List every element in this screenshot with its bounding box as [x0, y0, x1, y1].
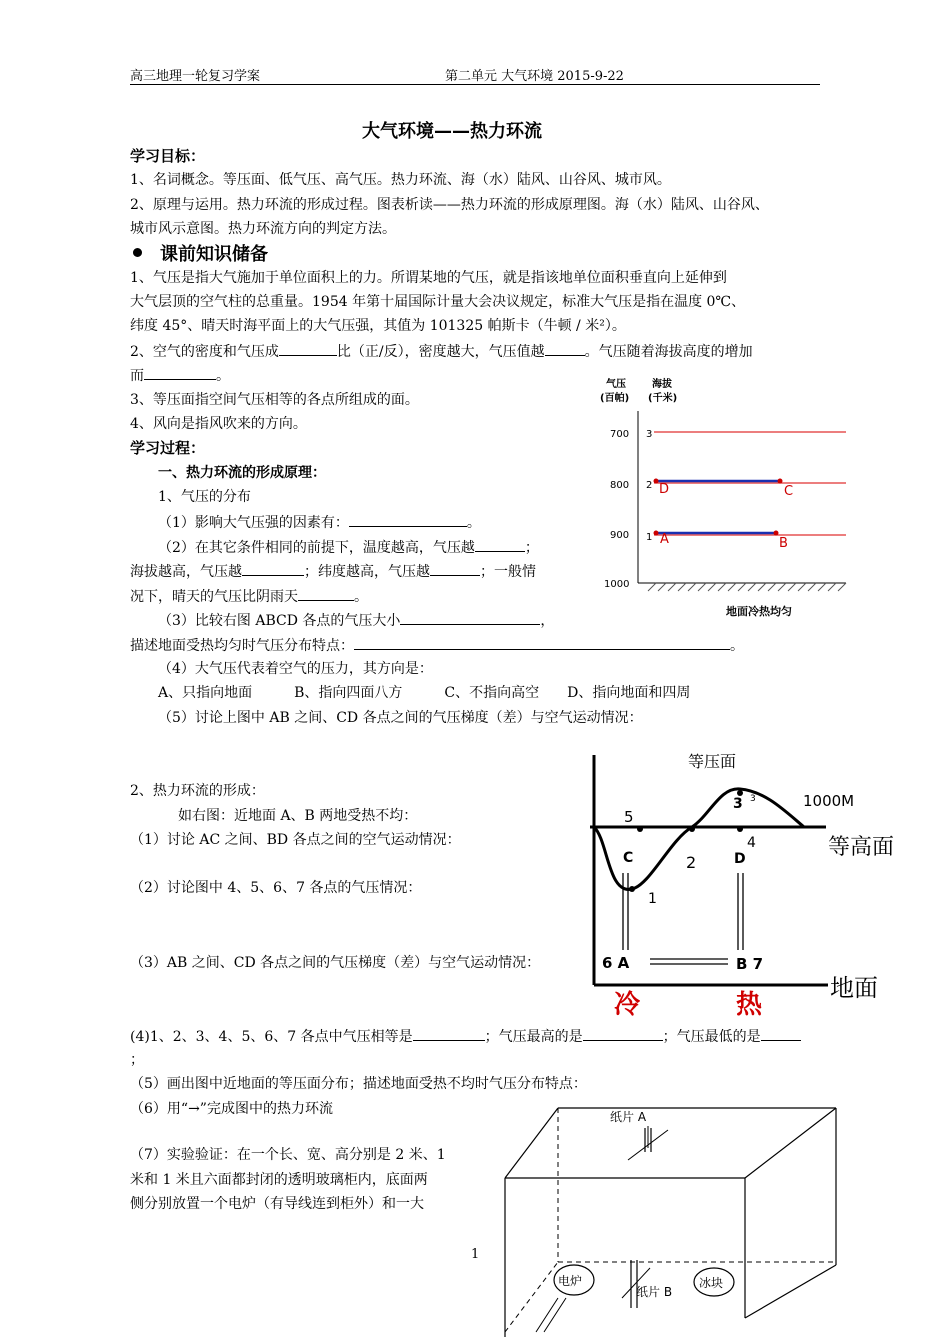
- fig2-label-d: D: [734, 851, 746, 867]
- fig2-point-5: [637, 826, 643, 832]
- prior-p1a: 1、气压是指大气施加于单位面积上的力。所谓某地的气压，就是指该地单位面积垂直向上延伸到: [130, 270, 727, 286]
- fig1-ground-hatch: [648, 583, 846, 591]
- r5: （5）画出图中近地面的等压面分布；描述地面受热不均时气压分布特点：: [130, 1076, 587, 1092]
- glass-cabinet-figure: [500, 1100, 845, 1337]
- fig1-col1b: (百帕): [600, 393, 630, 404]
- q3b: 描述地面受热均匀时气压分布特点： 。: [130, 635, 744, 656]
- blank-q2-weather[interactable]: [298, 586, 354, 601]
- page-title: 大气环境——热力环流: [362, 121, 542, 142]
- prior-p2a: 2、空气的密度和气压成 比（正/反），密度越大，气压值越 。气压随着海拔高度的增加: [130, 341, 753, 362]
- q4-options: A、只指向地面 B、指向四面八方 C、不指向高空 D、指向地面和四周: [158, 685, 691, 701]
- blank-r4-equal[interactable]: [413, 1026, 485, 1041]
- fig2-label-3: 3: [733, 796, 743, 812]
- header-rule: [130, 84, 820, 85]
- r7b: 米和 1 米且六面都封闭的透明玻璃柜内，底面两: [130, 1172, 428, 1188]
- fig1-p1000: 1000: [604, 579, 630, 590]
- prior-p2b: 而 。: [130, 365, 230, 386]
- fig2-hot-label: 热: [736, 990, 763, 1020]
- r1: （1）讨论 AC 之间、BD 各点之间的空气运动情况：: [130, 832, 461, 848]
- fig1-col2a: 海拔: [652, 379, 672, 390]
- r6: （6）用“→”完成图中的热力环流: [130, 1101, 333, 1117]
- thermal-circulation-figure: [570, 745, 915, 1025]
- stove-label: 电炉: [558, 1274, 583, 1288]
- fig2-label-b7: B 7: [736, 955, 764, 973]
- objective-2b: 城市风示意图。热力环流方向的判定方法。: [130, 221, 396, 237]
- fig1-p900: 900: [610, 530, 630, 541]
- q2c: 况下，晴天的气压比阴雨天 。: [130, 586, 368, 607]
- prior-p1b: 大气层顶的空气柱的总重量。1954 年第十届国际计量大会决议规定，标准大气压是指在温度 0℃、: [130, 294, 746, 310]
- r4-end: ；: [130, 1052, 144, 1068]
- fig1-label-a: A: [660, 532, 669, 547]
- paper-b-label: 纸片 B: [636, 1285, 673, 1299]
- fig1-p700: 700: [610, 429, 630, 440]
- process-s2-intro: 如右图：近地面 A、B 两地受热不均：: [178, 808, 418, 824]
- blank-density[interactable]: [279, 341, 337, 356]
- objective-2a: 2、原理与运用。热力环流的形成过程。图表析读——热力环流的形成原理图。海（水）陆风、山谷风、: [130, 197, 769, 213]
- blank-q2-temp[interactable]: [475, 537, 525, 552]
- r3: （3）AB 之间、CD 各点之间的气压梯度（差）与空气运动情况：: [130, 955, 541, 971]
- fig2-label-6a: 6 A: [602, 954, 630, 972]
- blank-altitude[interactable]: [144, 365, 216, 380]
- blank-q3a[interactable]: [400, 610, 540, 625]
- cabinet-edge-right: [745, 1108, 836, 1178]
- bullet-icon: [133, 248, 142, 257]
- header-left: 高三地理一轮复习学案: [130, 69, 261, 84]
- prior-heading: 课前知识储备: [160, 244, 268, 265]
- fig2-label-5: 5: [624, 808, 634, 826]
- blank-q2-alt[interactable]: [242, 561, 304, 576]
- q2a: （2）在其它条件相同的前提下，温度越高，气压越 ；: [158, 537, 539, 558]
- fig1-h2: 2: [646, 480, 653, 491]
- objectives-heading: 学习目标：: [130, 147, 206, 165]
- fig1-point-a: [654, 531, 659, 536]
- fig2-ground-label: 地面: [830, 974, 878, 1002]
- fig2-label-1: 1: [648, 891, 657, 907]
- process-s1: 1、气压的分布: [158, 489, 251, 505]
- fig1-point-b: [774, 531, 779, 536]
- fig1-label-b: B: [779, 536, 788, 551]
- ice-label: 冰块: [699, 1276, 724, 1290]
- r4: (4)1、2、3、4、5、6、7 各点中气压相等是 ；气压最高的是 ；气压最低的是: [130, 1026, 801, 1047]
- cabinet-edge-left: [505, 1108, 558, 1178]
- fig2-label-c: C: [623, 850, 634, 866]
- blank-pressure-value[interactable]: [545, 341, 585, 356]
- q5: （5）讨论上图中 AB 之间、CD 各点之间的气压梯度（差）与空气运动情况：: [158, 710, 643, 726]
- q2b: 海拔越高，气压越 ；纬度越高，气压越 ；一般情: [130, 561, 536, 582]
- r7c: 侧分别放置一个电炉（有导线连到柜外）和一大: [130, 1196, 424, 1212]
- blank-r4-highest[interactable]: [583, 1026, 663, 1041]
- fig2-label-2: 2: [686, 853, 697, 872]
- blank-q2-lat[interactable]: [430, 561, 480, 576]
- fig1-label-c: C: [784, 484, 794, 499]
- process-sub1: 一、热力环流的形成原理：: [158, 465, 326, 481]
- q3a: （3）比较右图 ABCD 各点的气压大小 ，: [158, 610, 554, 631]
- header-center: 第二单元 大气环境 2015-9-22: [445, 69, 624, 84]
- objective-1: 1、名词概念。等压面、低气压、高气压。热力环流、海（水）陆风、山谷风、城市风。: [130, 172, 671, 188]
- blank-r4-lowest[interactable]: [761, 1026, 801, 1041]
- fig2-level-label: 等高面: [828, 835, 895, 860]
- fig1-caption: 地面冷热均匀: [726, 605, 792, 618]
- fig2-point-1: [629, 886, 635, 892]
- cabinet-edge-bottom-right: [745, 1265, 836, 1318]
- fig1-h1: 1: [646, 532, 653, 543]
- process-s2: 2、热力环流的形成：: [130, 783, 265, 799]
- r7a: （7）实验验证：在一个长、宽、高分别是 2 米、1: [130, 1147, 446, 1163]
- paper-a-label: 纸片 A: [610, 1110, 647, 1124]
- process-heading: 学习过程：: [130, 439, 206, 457]
- fig2-label-4: 4: [747, 835, 756, 851]
- q4: （4）大气压代表着空气的压力，其方向是：: [158, 661, 433, 677]
- prior-p1c: 纬度 45°、晴天时海平面上的大气压强，其值为 101325 帕斯卡（牛顿 / 米²）。: [130, 318, 626, 334]
- fig1-point-d: [654, 479, 659, 484]
- fig1-point-c: [778, 479, 783, 484]
- fig1-col1a: 气压: [606, 379, 626, 390]
- fig2-height-label: 1000M: [803, 792, 855, 810]
- prior-p3: 3、等压面指空间气压相等的各点所组成的面。: [130, 392, 419, 408]
- blank-q3b[interactable]: [354, 635, 730, 650]
- blank-q1[interactable]: [349, 512, 467, 527]
- fig1-p800: 800: [610, 480, 630, 491]
- q1: （1）影响大气压强的因素有： 。: [158, 512, 481, 533]
- fig1-col2b: (千米): [648, 393, 678, 404]
- fig2-label-3-small: 3: [750, 794, 756, 804]
- prior-p4: 4、风向是指风吹来的方向。: [130, 416, 307, 432]
- fig2-isobar-label: 等压面: [688, 752, 737, 771]
- r2: （2）讨论图中 4、5、6、7 各点的气压情况：: [130, 880, 422, 896]
- fig2-point-4: [737, 826, 743, 832]
- uniform-pressure-figure: [596, 375, 850, 620]
- fig2-cold-label: 冷: [614, 990, 641, 1020]
- fig2-point-2: [689, 826, 695, 832]
- fig1-label-d: D: [659, 482, 670, 497]
- fig1-h3: 3: [646, 429, 653, 440]
- cabinet-hidden-edge-left: [505, 1262, 558, 1332]
- page-number: 1: [471, 1247, 480, 1262]
- fig2-isobar-curve: [594, 789, 804, 890]
